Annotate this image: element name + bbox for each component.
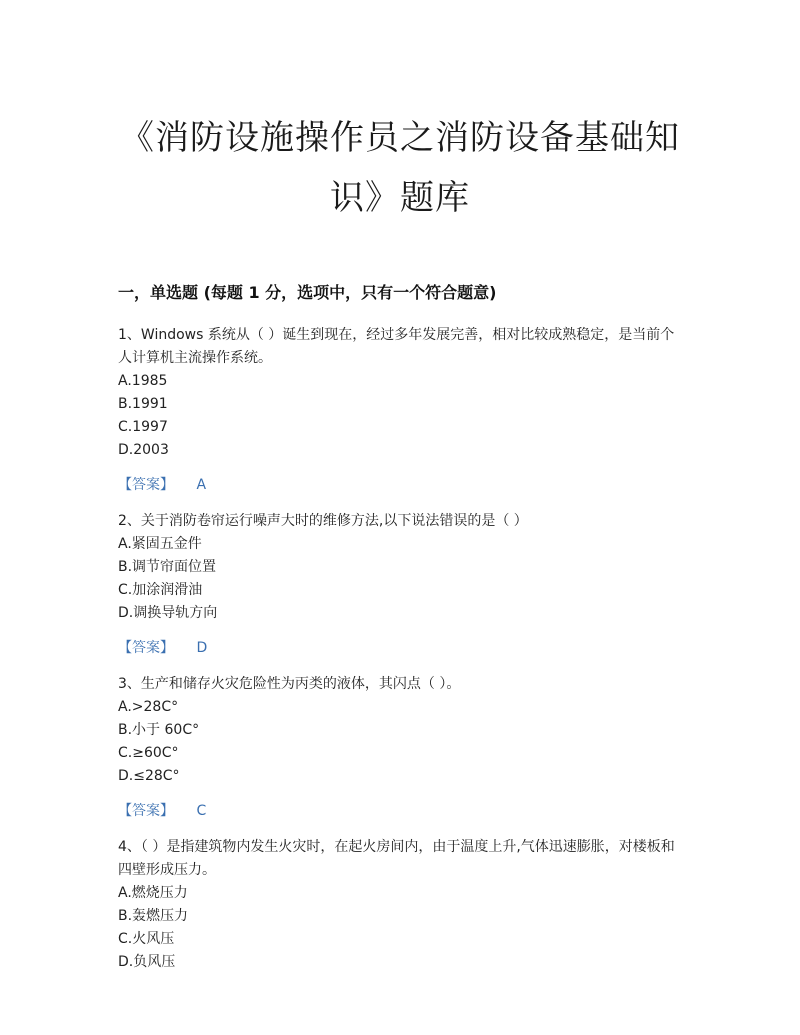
answer-row <box>118 636 682 660</box>
section-heading: 一，单选题 (每题 1 分，选项中，只有一个符合题意) <box>118 283 497 302</box>
option-b: B.1991 <box>118 396 168 412</box>
option-a: A.1985 <box>118 373 168 389</box>
question-stem: 4、（ ）是指建筑物内发生火灾时，在起火房间内，由于温度上升,气体迅速膨胀，对楼板和四壁形成压力。 <box>118 839 675 878</box>
question-3 <box>118 673 682 823</box>
option-d: D.调换导轨方向 <box>118 605 218 621</box>
answer-row <box>118 799 682 823</box>
answer-label: 【答案】 <box>118 477 174 493</box>
document-title: 《消防设施操作员之消防设备基础知识》题库 <box>120 118 680 218</box>
option-b: B.小于 60C° <box>118 722 200 738</box>
option-d: D.负风压 <box>118 954 176 970</box>
option-c: C.加涂润滑油 <box>118 582 203 598</box>
question-stem: 2、关于消防卷帘运行噪声大时的维修方法,以下说法错误的是（ ） <box>118 513 528 529</box>
answer-row <box>118 473 682 497</box>
question-list <box>118 324 682 974</box>
option-d: D.≤28C° <box>118 768 180 784</box>
option-c: C.火风压 <box>118 931 175 947</box>
option-b: B.调节帘面位置 <box>118 559 217 575</box>
answer-value: C <box>196 803 207 819</box>
option-a: A.紧固五金件 <box>118 536 202 552</box>
question-2 <box>118 510 682 660</box>
answer-value: A <box>196 477 207 493</box>
option-c: C.≥60C° <box>118 745 179 761</box>
option-a: A.>28C° <box>118 699 179 715</box>
question-4 <box>118 836 682 974</box>
question-stem: 3、生产和储存火灾危险性为丙类的液体，其闪点（ ）。 <box>118 676 461 692</box>
option-a: A.燃烧压力 <box>118 885 188 901</box>
answer-value: D <box>196 640 208 656</box>
option-b: B.轰燃压力 <box>118 908 189 924</box>
option-d: D.2003 <box>118 442 169 458</box>
question-stem: 1、Windows 系统从（ ）诞生到现在，经过多年发展完善，相对比较成熟稳定，是当前个人计算机主流操作系统。 <box>118 327 675 366</box>
option-c: C.1997 <box>118 419 168 435</box>
answer-label: 【答案】 <box>118 640 174 656</box>
question-1 <box>118 324 682 497</box>
answer-label: 【答案】 <box>118 803 174 819</box>
